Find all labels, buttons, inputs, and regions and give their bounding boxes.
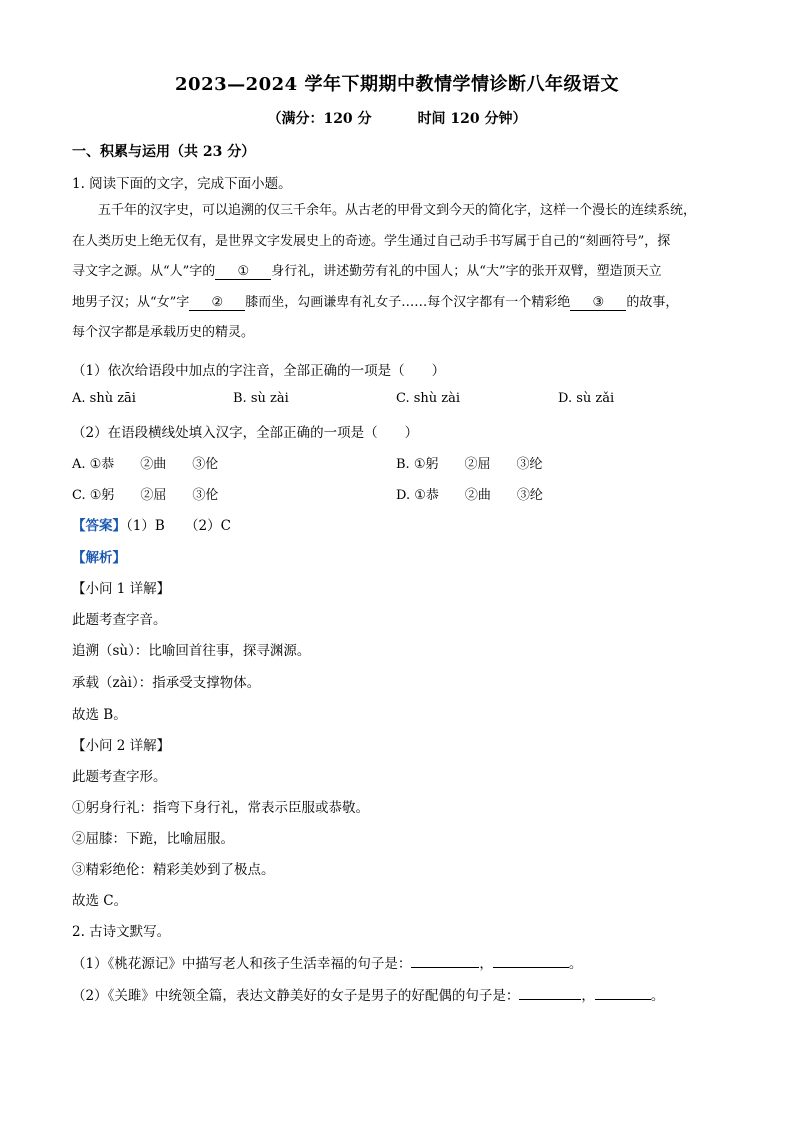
analysis-text: 此题考查字形。 bbox=[72, 769, 167, 785]
passage-line: 五千年的汉字史，可以追溯的仅三千余年。从古老的甲骨文到今天的简化字，这样一个漫长的连续系统， bbox=[98, 203, 697, 218]
passage-line: 寻文字之源。从“人”字的 ① 身行礼，讲述勤劳有礼的中国人；从“大”字的张开双臂，塑造顶天立 bbox=[72, 264, 662, 279]
recitation-line-1: （1）《桃花源记》中描写老人和孩子生活幸福的句子是： ， 。 bbox=[72, 956, 583, 972]
analysis-text: 追溯（sù）：比喻回首往事，探寻渊源。 bbox=[72, 643, 311, 659]
passage-line: 在人类历史上绝无仅有，是世界文字发展史上的奇迹。学生通过自己动手书写属于自己的“刻画符号”，探 bbox=[72, 233, 671, 249]
analysis-text: 承载（zài）：指承受支撑物体。 bbox=[72, 675, 261, 691]
section-heading: 一、积累与运用（共 23 分） bbox=[72, 144, 256, 160]
recitation-line-2: （2）《关雎》中统领全篇，表达文静美好的女子是男子的好配偶的句子是： ， 。 bbox=[72, 988, 665, 1004]
passage-line: 地男子汉；从“女”字 ② 膝而坐，勾画谦卑有礼女子……每个汉字都有一个精彩绝 ③ 的故事， bbox=[72, 294, 679, 310]
answer-blank[interactable] bbox=[411, 955, 479, 968]
blank-2: ② bbox=[189, 296, 245, 311]
answer-blank[interactable] bbox=[493, 955, 569, 968]
reading-passage bbox=[72, 196, 727, 349]
sub-question-2-stem: （2）在语段横线处填入汉字，全部正确的一项是（ ） bbox=[72, 425, 419, 441]
analysis-text: 故选 C。 bbox=[72, 893, 128, 909]
question-2-stem: 2. 古诗文默写。 bbox=[72, 924, 171, 940]
answer-blank[interactable] bbox=[595, 987, 651, 1000]
option-c: C. shù zài bbox=[396, 391, 461, 406]
blank-3: ③ bbox=[570, 296, 626, 311]
blank-1: ① bbox=[215, 265, 271, 280]
passage-line: 每个汉字都是承载历史的精灵。 bbox=[72, 325, 255, 340]
answer-text: （1）B （2）C bbox=[126, 518, 231, 534]
option-a: A. ①恭 ②曲 ③伦 bbox=[72, 457, 219, 472]
answer-blank[interactable] bbox=[519, 987, 581, 1000]
sub-question-1-stem: （1）依次给语段中加点的字注音，全部正确的一项是（ ） bbox=[72, 363, 446, 379]
option-d: D. ①恭 ②曲 ③纶 bbox=[396, 488, 543, 503]
page-title: 2023—2024 学年下期期中教情学情诊断八年级语文 bbox=[175, 74, 619, 95]
answer-label: 【答案】 bbox=[72, 518, 126, 534]
option-d: D. sù zǎi bbox=[558, 391, 615, 406]
analysis-text: ②屈膝：下跪，比喻屈服。 bbox=[72, 831, 234, 847]
analysis-text: 故选 B。 bbox=[72, 707, 127, 723]
full-score: （满分：120 分 bbox=[267, 111, 372, 127]
analysis-text: 此题考查字音。 bbox=[72, 612, 167, 628]
question-1-stem: 1. 阅读下面的文字，完成下面小题。 bbox=[72, 176, 292, 192]
analysis-part2-label: 【小问 2 详解】 bbox=[72, 738, 171, 754]
option-b: B. ①躬 ②屈 ③纶 bbox=[396, 457, 543, 472]
analysis-part1-label: 【小问 1 详解】 bbox=[72, 581, 171, 597]
analysis-text: ①躬身行礼：指弯下身行礼，常表示臣服或恭敬。 bbox=[72, 800, 369, 816]
option-b: B. sù zài bbox=[233, 391, 289, 406]
analysis-text: ③精彩绝伦：精彩美妙到了极点。 bbox=[72, 862, 275, 878]
exam-time: 时间 120 分钟） bbox=[417, 111, 527, 127]
exam-info bbox=[0, 108, 794, 128]
option-c: C. ①躬 ②屈 ③伦 bbox=[72, 488, 219, 503]
answer-line bbox=[72, 514, 231, 534]
analysis-label: 【解析】 bbox=[72, 550, 126, 566]
option-a: A. shù zāi bbox=[72, 391, 136, 406]
